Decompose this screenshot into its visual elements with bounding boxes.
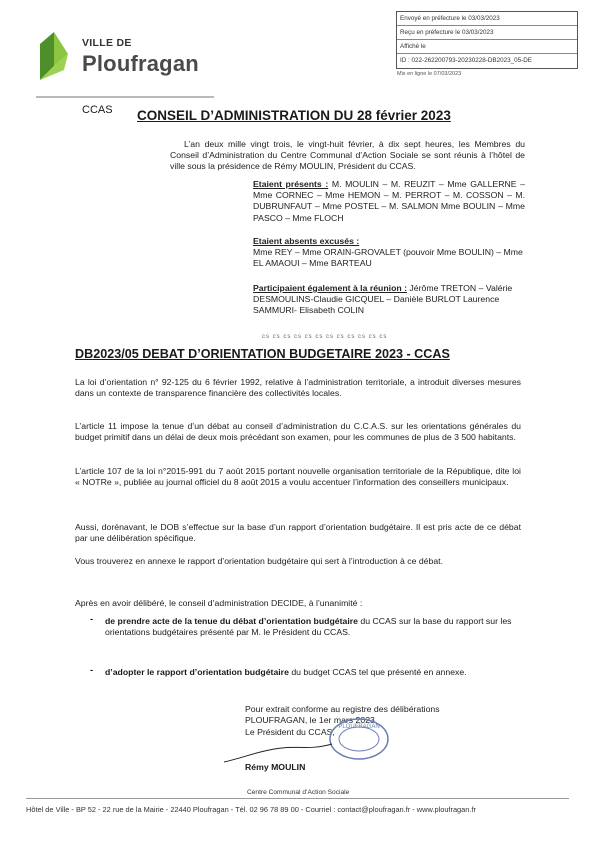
present-names: M. MOULIN – M. REUZIT – Mme GALLERNE – Mme CORNEC – Mme HEMON – M. PERROT – M. COSSON – M. DUBRUNFAUT – Mme POSTEL – M. SALMON Mme BOULIN – Mme PASCO – Mme FLOCH [253, 179, 525, 223]
footer-divider [26, 798, 569, 799]
separator-symbols: cs cs cs cs cs cs cs cs cs cs cs cs [262, 334, 388, 340]
decision-2-bold: d’adopter le rapport d’orientation budgétaire [105, 667, 289, 677]
decision-2 [105, 667, 521, 678]
present-label: Etaient présents : [253, 179, 329, 189]
paragraph-2: L’article 11 impose la tenue d’un débat au conseil d’administration du C.C.A.S. sur les orientations générales du budget primitif dans un délai de deux mois précédant son examen, pour les communes de plus de 3 500 habitants. [75, 421, 521, 443]
absent-block [253, 236, 525, 270]
absent-names: Mme REY – Mme ORAIN-GROVALET (pouvoir Mme BOULIN) – Mme EL AMAOUI – Mme BARTEAU [253, 247, 523, 269]
intro-paragraph: L’an deux mille vingt trois, le vingt-huit février, à dix sept heures, les Membres du Conseil d’Administration du Centre Communal d’Action Sociale se sont réunis à l’hôtel de ville sous la présidence de Rémy MOULIN, Président du CCAS. [170, 139, 525, 172]
ploufragan-logo-icon [34, 30, 72, 82]
paragraph-1: La loi d’orientation n° 92-125 du 6 février 1992, relative à l’administration territoriale, a introduit diverses mesures dans un contexte de transparence financière des collectivités locales. [75, 377, 521, 399]
footer-organization: Centre Communal d’Action Sociale [247, 789, 350, 796]
online-date: Mis en ligne le 07/03/2023 [397, 71, 462, 77]
decision-1-dash: - [90, 614, 94, 625]
also-label: Participaient également à la réunion : [253, 283, 408, 293]
logo-text-ville-de: VILLE DE [82, 37, 132, 49]
also-block [253, 283, 525, 317]
decision-2-dash: - [90, 665, 94, 676]
stamp-id: ID : 022-262200793-20230228-DB2023_05-DE [400, 57, 532, 64]
footer-address: Hôtel de Ville - BP 52 - 22 rue de la Mairie - 22440 Ploufragan - Tél. 02 96 78 89 00 - Courriel : contact@ploufragan.fr - www.ploufragan.fr [26, 805, 476, 814]
paragraph-6: Après en avoir délibéré, le conseil d’administration DECIDE, à l’unanimité : [75, 598, 363, 608]
page-title: CONSEIL D’ADMINISTRATION DU 28 février 2023 [137, 108, 451, 123]
decision-2-rest: du budget CCAS tel que présenté en annexe. [288, 667, 467, 677]
decision-1-bold: de prendre acte de la tenue du débat d’orientation budgétaire [105, 616, 358, 626]
logo-divider [36, 96, 214, 98]
paragraph-5: Vous trouverez en annexe le rapport d’orientation budgétaire qui sert à l’introduction à ce débat. [75, 556, 444, 566]
prefecture-stamp [396, 11, 578, 69]
present-block [253, 179, 525, 224]
signer-name: Rémy MOULIN [245, 762, 306, 772]
paragraph-4: Aussi, dorénavant, le DOB s’effectue sur la base d’un rapport d’orientation budgétaire. Il est pris acte de ce débat par une délibération spécifique. [75, 522, 521, 544]
stamp-sent: Envoyé en préfecture le 03/03/2023 [397, 12, 577, 26]
place-date: PLOUFRAGAN, le 1er mars 2023 [245, 715, 375, 725]
extract-line: Pour extrait conforme au registre des délibérations [245, 704, 440, 714]
logo-text-city: Ploufragan [82, 51, 199, 76]
decision-1 [105, 616, 521, 638]
ccas-label: CCAS [82, 104, 113, 116]
paragraph-3: L’article 107 de la loi n°2015-991 du 7 août 2015 portant nouvelle organisation territoriale de la République, dite loi « NOTRe », publiée au journal officiel du 8 août 2015 a voulu accentuer l’information des conseillers municipaux. [75, 466, 521, 488]
decision-1-rest: du CCAS sur la base du rapport sur les orientations budgétaires présenté par M. le Président du CCAS. [105, 616, 512, 638]
stamp-city-text: PLOUFRAGAN [338, 724, 380, 730]
deliberation-title: DB2023/05 DEBAT D’ORIENTATION BUDGETAIRE 2023 - CCAS [75, 347, 450, 361]
stamp-posted: Affiché le [397, 40, 577, 54]
absent-label: Etaient absents excusés : [253, 236, 360, 246]
president-role: Le Président du CCAS, [245, 727, 335, 737]
stamp-received: Reçu en préfecture le 03/03/2023 [397, 26, 577, 40]
also-names: Jérôme TRETON – Valérie DESMOULINS-Claudie GICQUEL – Danièle BURLOT Laurence SAMMURI- Elisabeth COLIN [253, 283, 513, 316]
